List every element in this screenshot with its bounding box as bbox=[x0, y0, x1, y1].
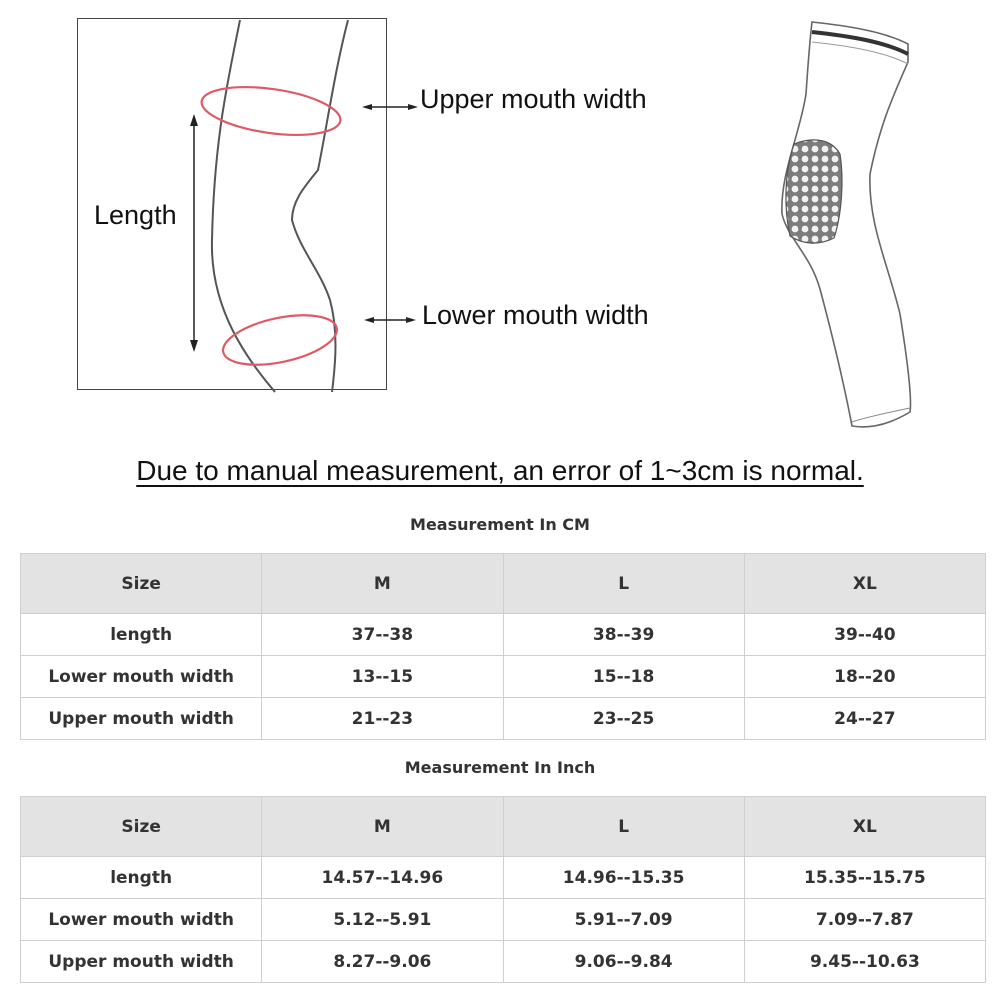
upper-mouth-width-label: Upper mouth width bbox=[420, 84, 647, 114]
table-cell: 18--20 bbox=[744, 656, 985, 698]
table-cell: 9.45--10.63 bbox=[744, 941, 985, 983]
table-cell: 14.57--14.96 bbox=[262, 857, 503, 899]
table-cell: 15.35--15.75 bbox=[744, 857, 985, 899]
arm-sleeve-product-image bbox=[760, 14, 930, 434]
table-row bbox=[21, 941, 986, 983]
table-cell: 39--40 bbox=[744, 614, 985, 656]
table-cell: 7.09--7.87 bbox=[744, 899, 985, 941]
note-text: Due to manual measurement, an error of 1~3cm is normal. bbox=[136, 455, 864, 486]
header-cell: XL bbox=[744, 797, 985, 857]
header-cell: XL bbox=[744, 554, 985, 614]
lower-mouth-width-label: Lower mouth width bbox=[422, 300, 649, 330]
size-table-inch bbox=[20, 796, 986, 983]
measurement-error-note bbox=[0, 455, 1000, 487]
header-cell: L bbox=[503, 797, 744, 857]
table-cell: 13--15 bbox=[262, 656, 503, 698]
table-row bbox=[21, 899, 986, 941]
lower-width-arrow bbox=[364, 317, 416, 323]
table-cell: 37--38 bbox=[262, 614, 503, 656]
header-cell: M bbox=[262, 797, 503, 857]
table-cell: 15--18 bbox=[503, 656, 744, 698]
table-row bbox=[21, 614, 986, 656]
table-cell: 9.06--9.84 bbox=[503, 941, 744, 983]
row-label: Lower mouth width bbox=[21, 899, 262, 941]
table-cell: 24--27 bbox=[744, 698, 985, 740]
upper-width-arrow bbox=[362, 104, 418, 110]
size-table-cm bbox=[20, 553, 986, 740]
table-row bbox=[21, 857, 986, 899]
header-cell: L bbox=[503, 554, 744, 614]
table-cell: 23--25 bbox=[503, 698, 744, 740]
table-header-row bbox=[21, 797, 986, 857]
table-title-cm: Measurement In CM bbox=[410, 515, 590, 534]
table-cell: 8.27--9.06 bbox=[262, 941, 503, 983]
row-label: length bbox=[21, 614, 262, 656]
length-label: Length bbox=[94, 200, 177, 230]
row-label: length bbox=[21, 857, 262, 899]
table-cell: 14.96--15.35 bbox=[503, 857, 744, 899]
header-cell: Size bbox=[21, 554, 262, 614]
length-arrow bbox=[190, 114, 198, 352]
header-cell: Size bbox=[21, 797, 262, 857]
table-cell: 21--23 bbox=[262, 698, 503, 740]
header-cell: M bbox=[262, 554, 503, 614]
table-header-row bbox=[21, 554, 986, 614]
table-title-inch: Measurement In Inch bbox=[404, 758, 596, 777]
row-label: Upper mouth width bbox=[21, 941, 262, 983]
row-label: Lower mouth width bbox=[21, 656, 262, 698]
table-row bbox=[21, 656, 986, 698]
table-cell: 5.12--5.91 bbox=[262, 899, 503, 941]
table-row bbox=[21, 698, 986, 740]
arm-measurement-diagram bbox=[0, 0, 1000, 440]
row-label: Upper mouth width bbox=[21, 698, 262, 740]
table-cell: 38--39 bbox=[503, 614, 744, 656]
table-cell: 5.91--7.09 bbox=[503, 899, 744, 941]
